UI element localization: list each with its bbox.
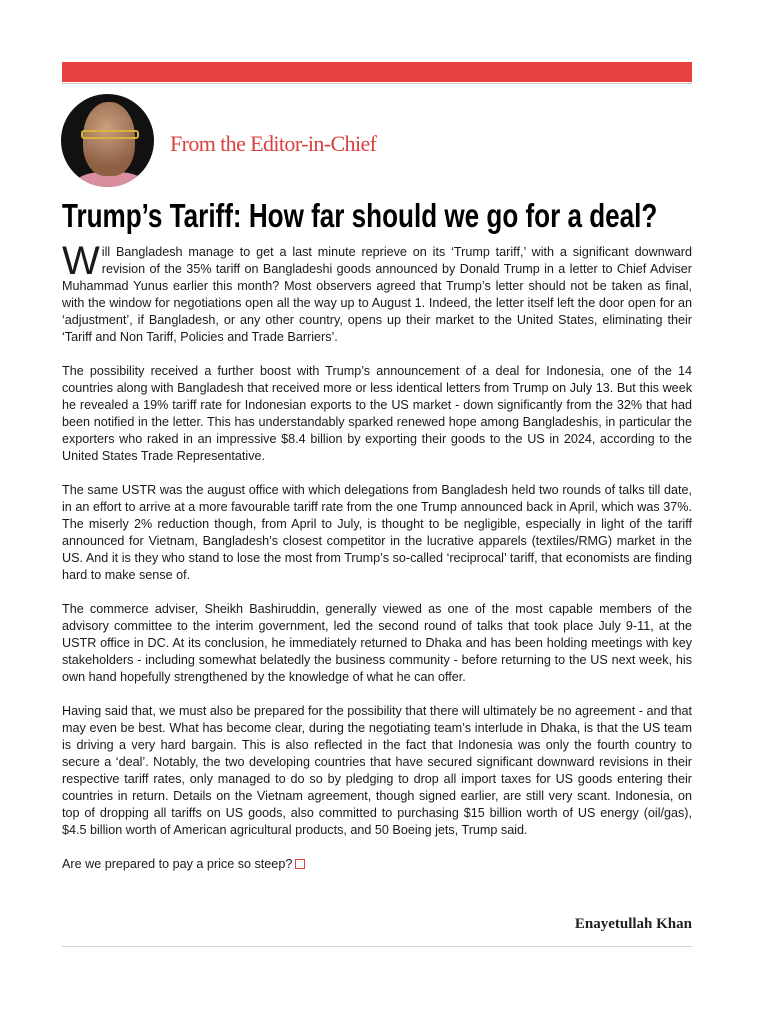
paragraph-text: ill Bangladesh manage to get a last minute reprieve on its ‘Trump tariff,’ with a significant downward revision of the 35% tariff on Bangladeshi goods announced by Donald Trump in a letter to Chief Adviser Muhammad Yunus earlier this month? Most observers agreed that Trump’s letter should not be taken as final, with the window for negotiations open all the way up to August 1. Indeed, the letter itself left the door open for an ‘adjustment’, if Bangladesh, or any other country, opens up their market to the United States, eliminating their ‘Tariff and Non Tariff, Policies and Trade Barriers’. bbox=[62, 245, 692, 344]
article-title: Trump’s Tariff: How far should we go for a deal? bbox=[62, 197, 658, 234]
drop-cap: W bbox=[62, 239, 100, 283]
author-signature: Enayetullah Khan bbox=[574, 916, 692, 932]
paragraph: The possibility received a further boost with Trump’s announcement of a deal for Indonesia, one of the 14 countries along with Bangladesh that received more or less identical letters from Trump on July 13. But this week he revealed a 19% tariff rate for Indonesian exports to the US market - down significantly from the 32% that had been notified in the letter. This has understandably sparked renewed hope among Bangladeshis, in particular the exporters who raked in an impressive $8.4 billion by exporting their goods to the US in 2024, according to the United States Trade Representative. bbox=[62, 364, 692, 463]
paragraph: Having said that, we must also be prepared for the possibility that there will ultimately be no agreement - and that may even be best. What has become clear, during the negotiating team’s interlude in Dhaka, is that the US team is driving a very hard bargain. This is also reflected in the fact that Indonesia was only the fourth country to secure a ‘deal’. Notably, the two developing countries that have secured significant downward revisions in their respective tariff rates, only managed to do so by pledging to drop all import taxes for US goods entering their countries in return. Details on the Vietnam agreement, though signed earlier, are still very scant. Indonesia, on top of dropping all tariffs on US goods, also committed to purchasing $15 billion worth of US energy (oil/gas), $4.5 billion worth of American agricultural products, and 50 Boeing jets, Trump said. bbox=[62, 704, 692, 837]
paragraph: The commerce adviser, Sheikh Bashiruddin, generally viewed as one of the most capable members of the advisory committee to the interim government, led the second round of talks that took place July 9-11, at the USTR office in DC. At its conclusion, he immediately returned to Dhaka and has been holding meetings with key stakeholders - including somewhat belatedly the business community - before returning to the US next week, his own hand hopefully strengthened by the knowledge of what he can offer. bbox=[62, 602, 692, 684]
section-kicker: From the Editor-in-Chief bbox=[170, 131, 377, 156]
footer-divider bbox=[62, 946, 692, 947]
paragraph: The same USTR was the august office with which delegations from Bangladesh held two rounds of talks till date, in an effort to arrive at a more favourable tariff rate from the one Trump announced back in April, which was 37%. The miserly 2% reduction though, from April to July, is thought to be negligible, especially in light of the tariff announced for Vietnam, Bangladesh’s closest competitor in the lucrative apparels (textiles/RMG) market in the US. And it is they who stand to lose the most from Trump’s so-called ‘reciprocal’ tariff, that economists are finding hard to make sense of. bbox=[62, 483, 692, 582]
closing-line: Are we prepared to pay a price so steep? bbox=[62, 857, 293, 871]
photo-glasses bbox=[81, 130, 139, 139]
end-mark-icon bbox=[295, 859, 305, 869]
photo-face bbox=[83, 102, 135, 176]
paragraph bbox=[62, 856, 692, 873]
author-photo bbox=[61, 94, 154, 187]
header-red-bar bbox=[62, 62, 692, 82]
paragraph bbox=[62, 239, 692, 346]
header-divider bbox=[62, 83, 692, 84]
article-body bbox=[62, 239, 692, 890]
